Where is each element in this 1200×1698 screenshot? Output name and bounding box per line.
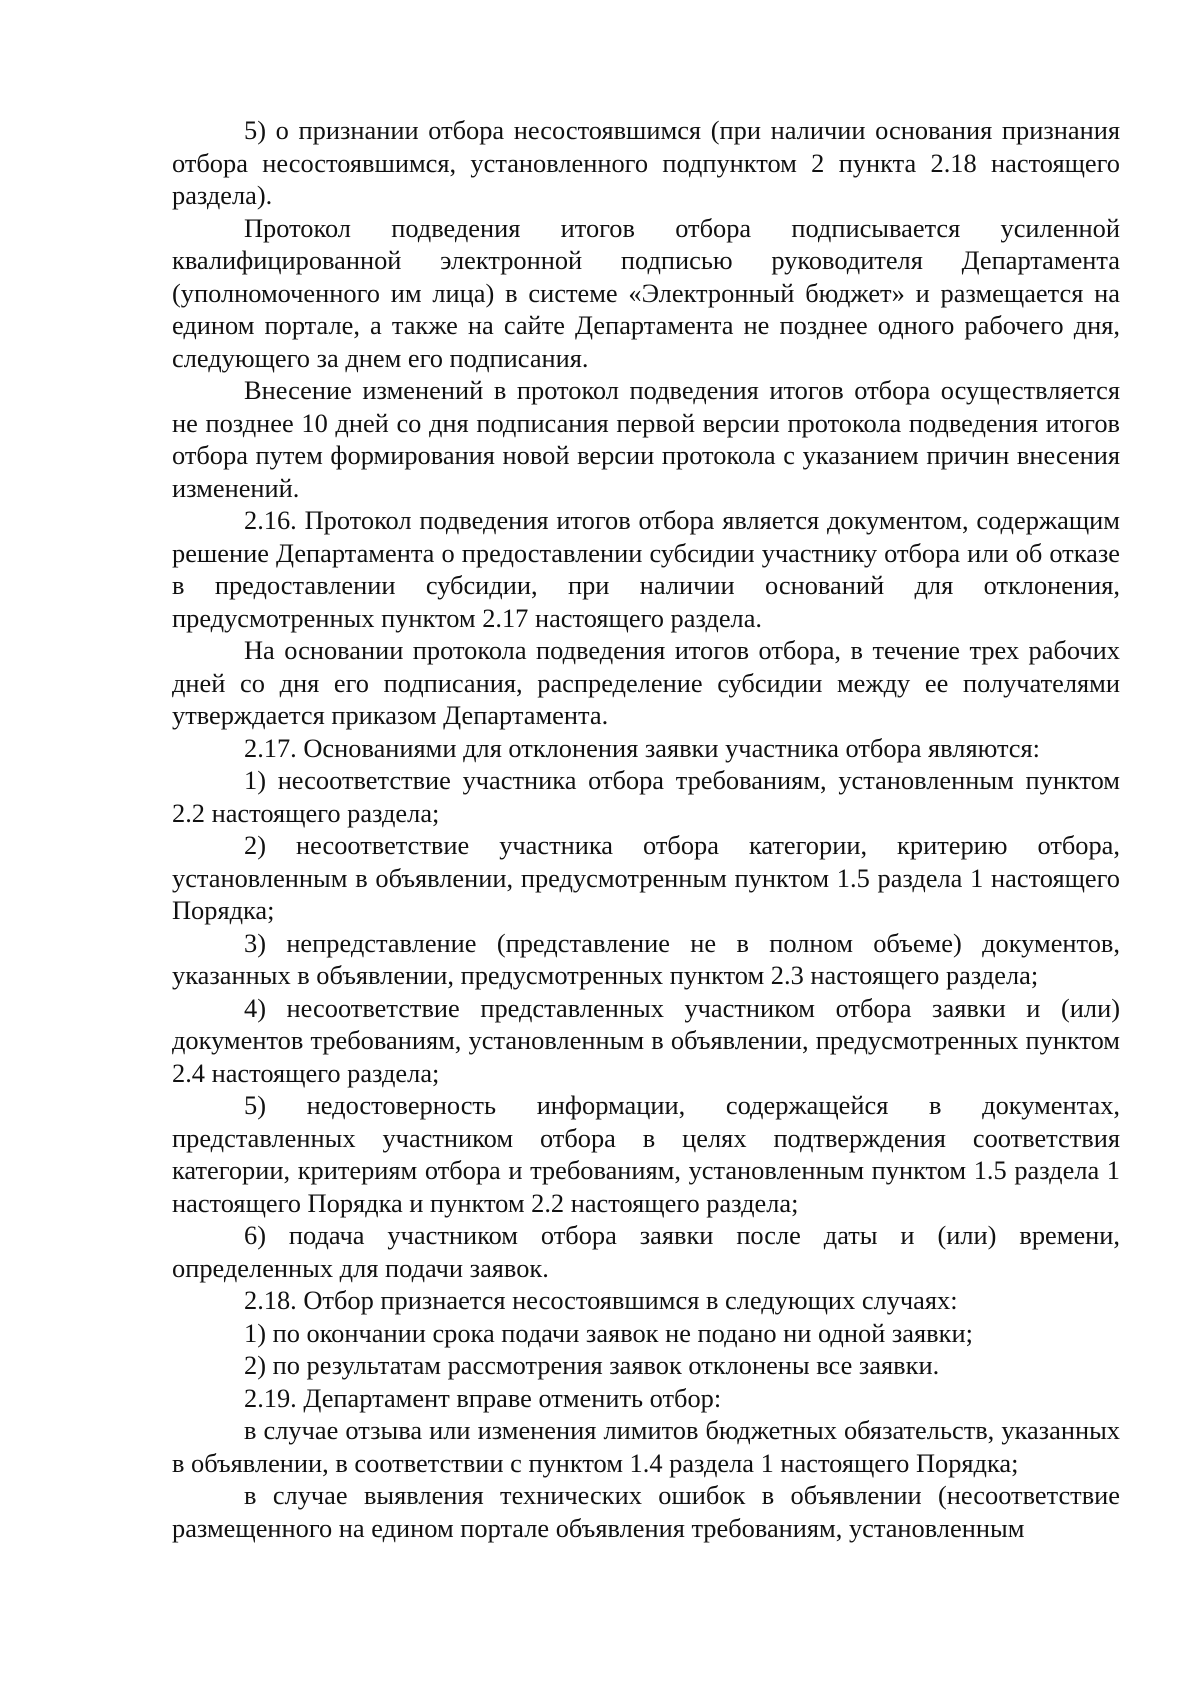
- paragraph: 6) подача участником отбора заявки после даты и (или) времени, определенных для подачи заявок.: [172, 1220, 1120, 1283]
- paragraph: в случае выявления технических ошибок в объявлении (несоответствие размещенного на едином портале объявления требованиям, установленным: [172, 1480, 1120, 1543]
- paragraph: 5) о признании отбора несостоявшимся (при наличии основания признания отбора несостоявшимся, установленного подпунктом 2 пункта 2.18 настоящего раздела).: [172, 115, 1120, 210]
- paragraph: 4) несоответствие представленных участником отбора заявки и (или) документов требованиям, установленным в объявлении, предусмотренных пунктом 2.4 настоящего раздела;: [172, 992, 1120, 1088]
- paragraph: Внесение изменений в протокол подведения итогов отбора осуществляется не позднее 10 дней со дня подписания первой версии протокола подведения итогов отбора путем формирования новой версии протокола с указанием причин внесения изменений.: [172, 375, 1120, 503]
- paragraph: На основании протокола подведения итогов отбора, в течение трех рабочих дней со дня его подписания, распределение субсидии между ее получателями утверждается приказом Департамента.: [172, 635, 1120, 730]
- paragraph: 2) по результатам рассмотрения заявок отклонены все заявки.: [244, 1350, 940, 1380]
- paragraph: 2.18. Отбор признается несостоявшимся в следующих случаях:: [244, 1285, 958, 1315]
- paragraph: 2.16. Протокол подведения итогов отбора является документом, содержащим решение Департамента о предоставлении субсидии участнику отбора или об отказе в предоставлении субсидии, при наличии оснований для отклонения, предусмотренных пунктом 2.17 настоящего раздела.: [172, 505, 1120, 633]
- paragraph: 2) несоответствие участника отбора категории, критерию отбора, установленным в объявлении, предусмотренным пунктом 1.5 раздела 1 настоящего Порядка;: [172, 830, 1120, 925]
- paragraph: 2.19. Департамент вправе отменить отбор:: [244, 1382, 722, 1413]
- paragraph: 1) по окончании срока подачи заявок не подано ни одной заявки;: [244, 1317, 973, 1348]
- paragraph: 5) недостоверность информации, содержащейся в документах, представленных участником отбора в целях подтверждения соответствия категории, критериям отбора и требованиям, установленным пунктом 1.5 раздела 1 настоящего Порядка и пунктом 2.2 настоящего раздела;: [172, 1090, 1120, 1218]
- paragraph: Протокол подведения итогов отбора подписывается усиленной квалифицированной электронной подписью руководителя Департамента (уполномоченного им лица) в системе «Электронный бюджет» и размещается на едином портале, а также на сайте Департамента не позднее одного рабочего дня, следующего за днем его подписания.: [172, 212, 1120, 373]
- paragraph: 3) непредставление (представление не в полном объеме) документов, указанных в объявлении, предусмотренных пунктом 2.3 настоящего раздела;: [172, 927, 1120, 990]
- paragraph: в случае отзыва или изменения лимитов бюджетных обязательств, указанных в объявлении, в соответствии с пунктом 1.4 раздела 1 настоящего Порядка;: [172, 1415, 1120, 1478]
- paragraph: 2.17. Основаниями для отклонения заявки участника отбора являются:: [244, 732, 1040, 763]
- paragraph: 1) несоответствие участника отбора требованиям, установленным пунктом 2.2 настоящего раздела;: [172, 765, 1120, 828]
- document-body: [172, 114, 1120, 1544]
